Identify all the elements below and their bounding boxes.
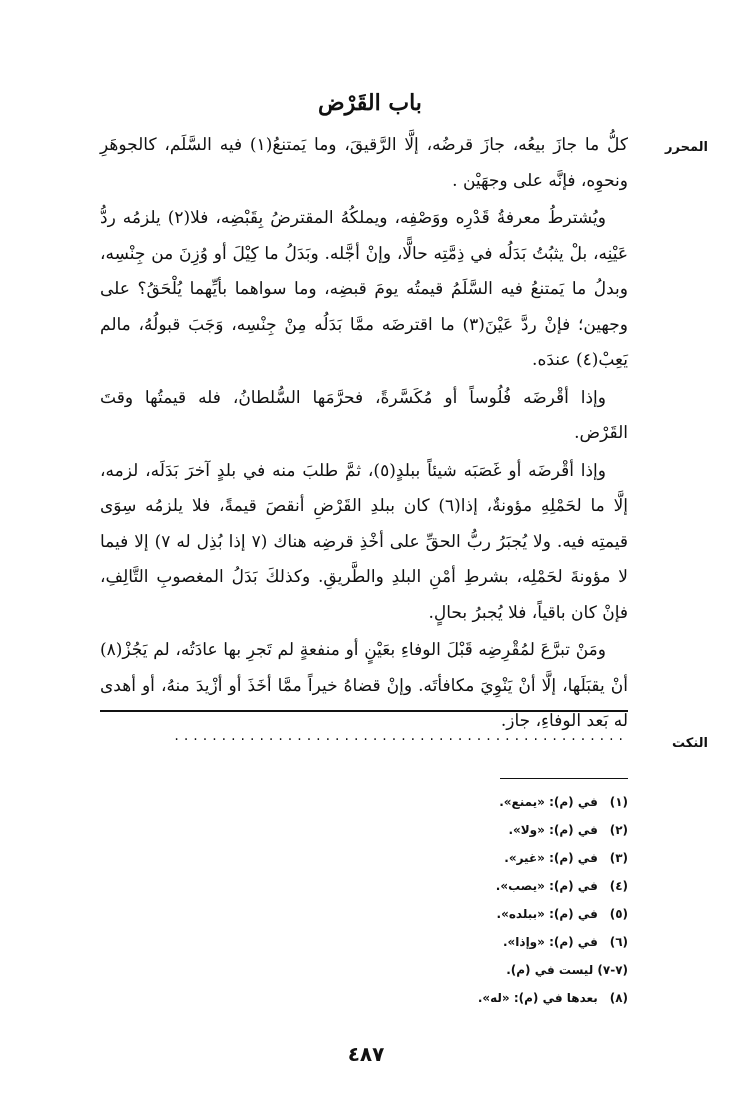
footnote — [300, 788, 628, 816]
footnote — [300, 816, 628, 844]
footnote-text: بعدها في (م): «له». — [477, 991, 598, 1005]
footnote-number: (٧-٧) — [597, 963, 628, 977]
footnote — [300, 872, 628, 900]
paragraph: ويُشترطُ معرفةُ قَدْرِه ووَصْفِه، ويملكُهُ المقترضُ بِقَبْضِه، فلا(٢) يلزمُه ردُّ عَيْنِه، بلْ يثبُتُ بَدَلُه في ذِمَّتِه حالًّا، وإنْ أجَّله. وبَدَلُ ما كِيْلَ أو وُزِنَ من جِنْسِه، وبدلُ ما يَمتنعُ فيه السَّلَمُ قيمتُه يومَ قبضِه، وما سواهما بأيِّهما يُلْحَقُ؟ على وجهين؛ فإنْ ردَّ عَيْنَ(٣) ما اقترضَه ممَّا بَدَلُه مِنْ جِنْسِه، وَجَبَ قبولُهُ، مالم يَعِبْ(٤) عندَه. — [100, 208, 628, 370]
footnote-number: (٨) — [609, 991, 628, 1005]
footnotes — [300, 788, 628, 1012]
section-divider — [100, 710, 628, 712]
dotted-line: ................................................ — [174, 728, 628, 744]
footnote-text: ليست في (م). — [506, 963, 594, 977]
footnote — [300, 956, 628, 984]
footnote-number: (٦) — [609, 935, 628, 949]
side-label-nukat: النكت — [672, 736, 708, 751]
main-text — [100, 128, 628, 742]
chapter-title: باب القَرْض — [318, 90, 422, 116]
page-number: ٤٨٧ — [347, 1042, 385, 1066]
footnote-number: (٤) — [609, 879, 628, 893]
footnote-text: في (م): «يصب». — [495, 879, 598, 893]
footnote — [300, 844, 628, 872]
footnote — [300, 928, 628, 956]
paragraph: وإذا أقْرضَه فُلُوساً أو مُكَسَّرةً، فحرَّمَها السُّلطانُ، فله قيمتُها وقتَ القَرْض. — [100, 387, 628, 443]
paragraph: ومَنْ تبرَّعَ لمُقْرِضِه قَبْلَ الوفاءِ بعَيْنٍ أو منفعةٍ لم تَجرِ بها عادَتُه، لم يَجُزْ(٨) أنْ يقبَلَها، إلَّا أنْ يَنْوِيَ مكافأتَه. وإنْ قضاهُ خيراً ممَّا أخَذَ أو أزْيدَ منهُ، أو أهدى له بَعد الوفاءِ، جاز. — [100, 640, 628, 731]
footnote-number: (١) — [609, 795, 628, 809]
footnote — [300, 900, 628, 928]
paragraph: وإذا أقْرضَه أو غَصَبَه شيئاً ببلدٍ(٥)، ثمَّ طلبَ منه في بلدٍ آخرَ بَدَلَه، لزمه، إلَّا ما لحَمْلِهِ مؤونةٌ، إذا(٦) كان ببلدِ القَرْضِ أنقصَ قيمةً، فلا يلزمُه سِوَى قيمتِه فيه. ولا يُجبَرُ ربُّ الحقِّ على أخْذِ قرضِه هناك (٧ إذا بُذِل له ٧) إلا فيما لا مؤونةَ لحَمْلِه، بشرطِ أمْنِ البلدِ والطَّريقِ. وكذلكَ بَدَلُ المغصوبِ التَّالِفِ، فإنْ كان باقياً، فلا يُجبرُ بحالٍ. — [100, 460, 629, 623]
side-label-muharrar: المحرر — [665, 140, 708, 155]
paragraph: كلُّ ما جازَ بيعُه، جازَ قرضُه، إلَّا الرَّقيقَ، وما يَمتنعُ(١) فيه السَّلَم، كالجوهَرِ ونحوِه، فإنَّه على وجهَيْن . — [100, 135, 629, 191]
footnote-number: (٥) — [609, 907, 628, 921]
footnote-number: (٣) — [609, 851, 628, 865]
footnote-text: في (م): «يمنع». — [499, 795, 598, 809]
footnote-text: في (م): «ببلده». — [496, 907, 598, 921]
footnote-divider — [500, 778, 628, 779]
footnote-text: في (م): «ولا». — [508, 823, 598, 837]
footnote-text: في (م): «وإذا». — [502, 935, 598, 949]
footnote-text: في (م): «غير». — [504, 851, 598, 865]
footnote-number: (٢) — [609, 823, 628, 837]
footnote — [300, 984, 628, 1012]
